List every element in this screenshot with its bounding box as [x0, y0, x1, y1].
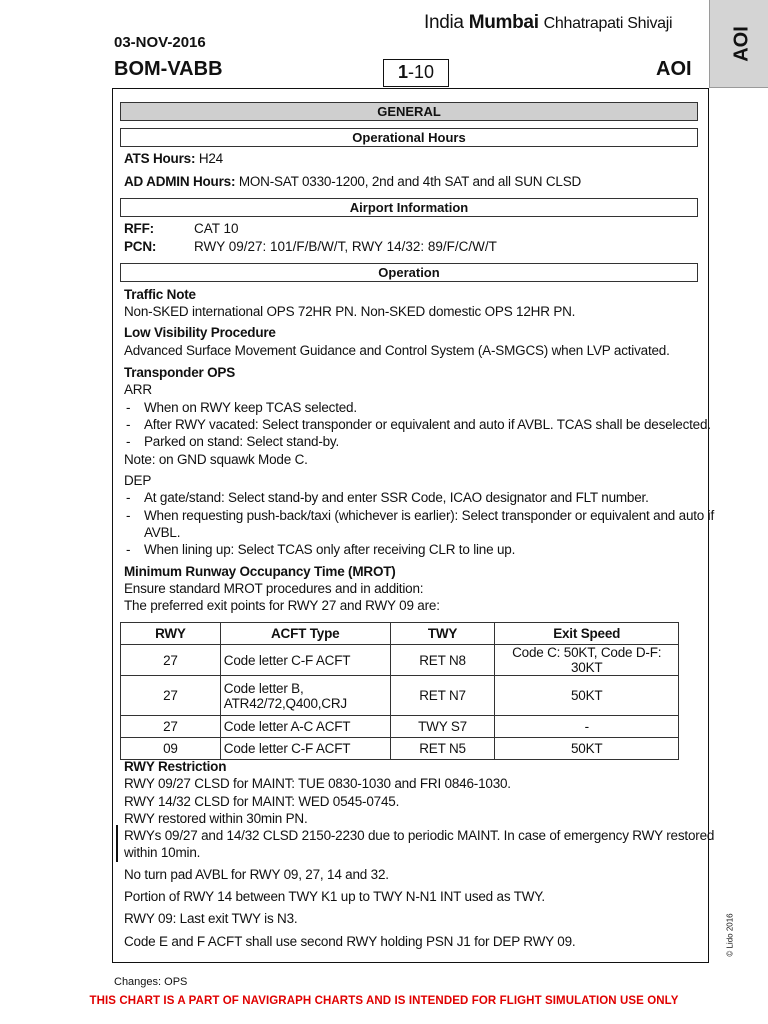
- cell-speed: -: [495, 716, 679, 738]
- operational-hours-heading: Operational Hours: [120, 128, 698, 147]
- traffic-note-title: Traffic Note: [124, 287, 196, 302]
- cell-rwy: 27: [121, 645, 221, 676]
- mrot-header-row: [121, 623, 679, 645]
- changes-note: Changes: OPS: [114, 976, 188, 988]
- rwy-restriction-line-3: RWY restored within 30min PN.: [124, 811, 308, 826]
- cell-acft: Code letter C-F ACFT: [220, 645, 390, 676]
- section-code: AOI: [656, 58, 692, 80]
- city: Mumbai: [468, 12, 539, 33]
- bullet-dash: -: [126, 490, 131, 505]
- rwy-restriction-line-1: RWY 09/27 CLSD for MAINT: TUE 0830-1030 and FRI 0846-1030.: [124, 776, 511, 791]
- icao-code: BOM-VABB: [114, 58, 223, 80]
- col-twy: TWY: [390, 623, 495, 645]
- col-acft-type: ACFT Type: [220, 623, 390, 645]
- col-rwy: RWY: [121, 623, 221, 645]
- general-heading: GENERAL: [120, 102, 698, 121]
- dep-item-2-line1: When requesting push-back/taxi (whichever is earlier): Select transponder or equivalent and auto if: [144, 508, 715, 523]
- cell-acft-line2: ATR42/72,Q400,CRJ: [223, 695, 347, 711]
- ats-hours: [124, 151, 223, 167]
- bullet-dash: -: [126, 417, 131, 432]
- country: India: [424, 12, 464, 33]
- transponder-note: Note: on GND squawk Mode C.: [124, 452, 308, 467]
- table-row: [121, 716, 679, 738]
- pcn-label: PCN:: [124, 239, 157, 254]
- cell-twy: RET N8: [390, 645, 495, 676]
- admin-hours-value: MON-SAT 0330-1200, 2nd and 4th SAT and all SUN CLSD: [238, 174, 582, 189]
- arr-item-2: After RWY vacated: Select transponder or equivalent and auto if AVBL. TCAS shall be deselected.: [144, 417, 711, 432]
- low-visibility-title: Low Visibility Procedure: [124, 325, 276, 340]
- table-row: [121, 676, 679, 716]
- cell-rwy: 27: [121, 716, 221, 738]
- dep-item-3: When lining up: Select TCAS only after receiving CLR to line up.: [144, 542, 516, 557]
- low-visibility-text: Advanced Surface Movement Guidance and Control System (A-SMGCS) when LVP activated.: [124, 343, 670, 358]
- change-bar: [116, 825, 118, 862]
- rwy-restriction-line-4: RWYs 09/27 and 14/32 CLSD 2150-2230 due to periodic MAINT. In case of emergency RWY restored: [124, 828, 715, 843]
- airport-name: Chhatrapati Shivaji: [543, 15, 673, 32]
- simulation-disclaimer: THIS CHART IS A PART OF NAVIGRAPH CHARTS AND IS INTENDED FOR FLIGHT SIMULATION USE ONLY: [89, 995, 679, 1007]
- pcn-value: RWY 09/27: 101/F/B/W/T, RWY 14/32: 89/F/C/W/T: [194, 239, 497, 254]
- section-tab-label: AOI: [730, 26, 753, 62]
- cell-rwy: 09: [121, 738, 221, 760]
- turn-pad-note: No turn pad AVBL for RWY 09, 27, 14 and 32.: [124, 867, 389, 882]
- transponder-title: Transponder OPS: [124, 365, 236, 380]
- table-row: [121, 738, 679, 760]
- arr-item-1: When on RWY keep TCAS selected.: [144, 400, 357, 415]
- table-row: [121, 645, 679, 676]
- dep-label: DEP: [124, 473, 152, 488]
- mrot-table: [120, 622, 679, 760]
- copyright: © Lido 2016: [725, 913, 735, 957]
- rwy-restriction-line-2: RWY 14/32 CLSD for MAINT: WED 0545-0745.: [124, 794, 400, 809]
- traffic-note-text: Non-SKED international OPS 72HR PN. Non-SKED domestic OPS 12HR PN.: [124, 304, 576, 319]
- arr-label: ARR: [124, 382, 152, 397]
- rff-value: CAT 10: [194, 221, 239, 236]
- admin-hours-label: AD ADMIN Hours:: [124, 174, 236, 189]
- ats-hours-label: ATS Hours:: [124, 151, 196, 166]
- dep-item-2-line2: AVBL.: [144, 525, 181, 540]
- bullet-dash: -: [126, 508, 131, 523]
- cell-twy: RET N7: [390, 676, 495, 716]
- arr-item-3: Parked on stand: Select stand-by.: [144, 434, 340, 449]
- dep-item-1: At gate/stand: Select stand-by and enter SSR Code, ICAO designator and FLT number.: [144, 490, 649, 505]
- cell-acft-line1: Code letter B,: [223, 680, 304, 696]
- bullet-dash: -: [126, 400, 131, 415]
- chart-date: 03-NOV-2016: [114, 34, 206, 51]
- rwy14-portion-note: Portion of RWY 14 between TWY K1 up to TWY N-N1 INT used as TWY.: [124, 889, 545, 904]
- rwy-restriction-line-5: within 10min.: [124, 845, 201, 860]
- cell-twy: TWY S7: [390, 716, 495, 738]
- cell-twy: RET N5: [390, 738, 495, 760]
- code-ef-note: Code E and F ACFT shall use second RWY holding PSN J1 for DEP RWY 09.: [124, 934, 576, 949]
- rwy-restriction-title: RWY Restriction: [124, 759, 227, 774]
- bullet-dash: -: [126, 434, 131, 449]
- last-exit-note: RWY 09: Last exit TWY is N3.: [124, 911, 298, 926]
- rff-label: RFF:: [124, 221, 154, 236]
- cell-speed: 50KT: [495, 738, 679, 760]
- col-exit-speed: Exit Speed: [495, 623, 679, 645]
- mrot-line-2: The preferred exit points for RWY 27 and RWY 09 are:: [124, 598, 440, 613]
- cell-rwy: 27: [121, 676, 221, 716]
- bullet-dash: -: [126, 542, 131, 557]
- page-major: 1: [397, 62, 408, 82]
- cell-speed: Code C: 50KT, Code D-F: 30KT: [495, 645, 679, 676]
- airport-title: [424, 12, 672, 34]
- ats-hours-value: H24: [198, 151, 223, 166]
- operation-heading: Operation: [120, 263, 698, 282]
- cell-speed: 50KT: [495, 676, 679, 716]
- page-number: [383, 59, 449, 87]
- airport-information-heading: Airport Information: [120, 198, 698, 217]
- admin-hours: [124, 174, 581, 190]
- cell-acft: Code letter C-F ACFT: [220, 738, 390, 760]
- mrot-title: Minimum Runway Occupancy Time (MROT): [124, 564, 396, 579]
- page-minor: -10: [408, 62, 435, 82]
- mrot-line-1: Ensure standard MROT procedures and in addition:: [124, 581, 424, 596]
- cell-acft: Code letter A-C ACFT: [220, 716, 390, 738]
- cell-acft: [220, 676, 390, 716]
